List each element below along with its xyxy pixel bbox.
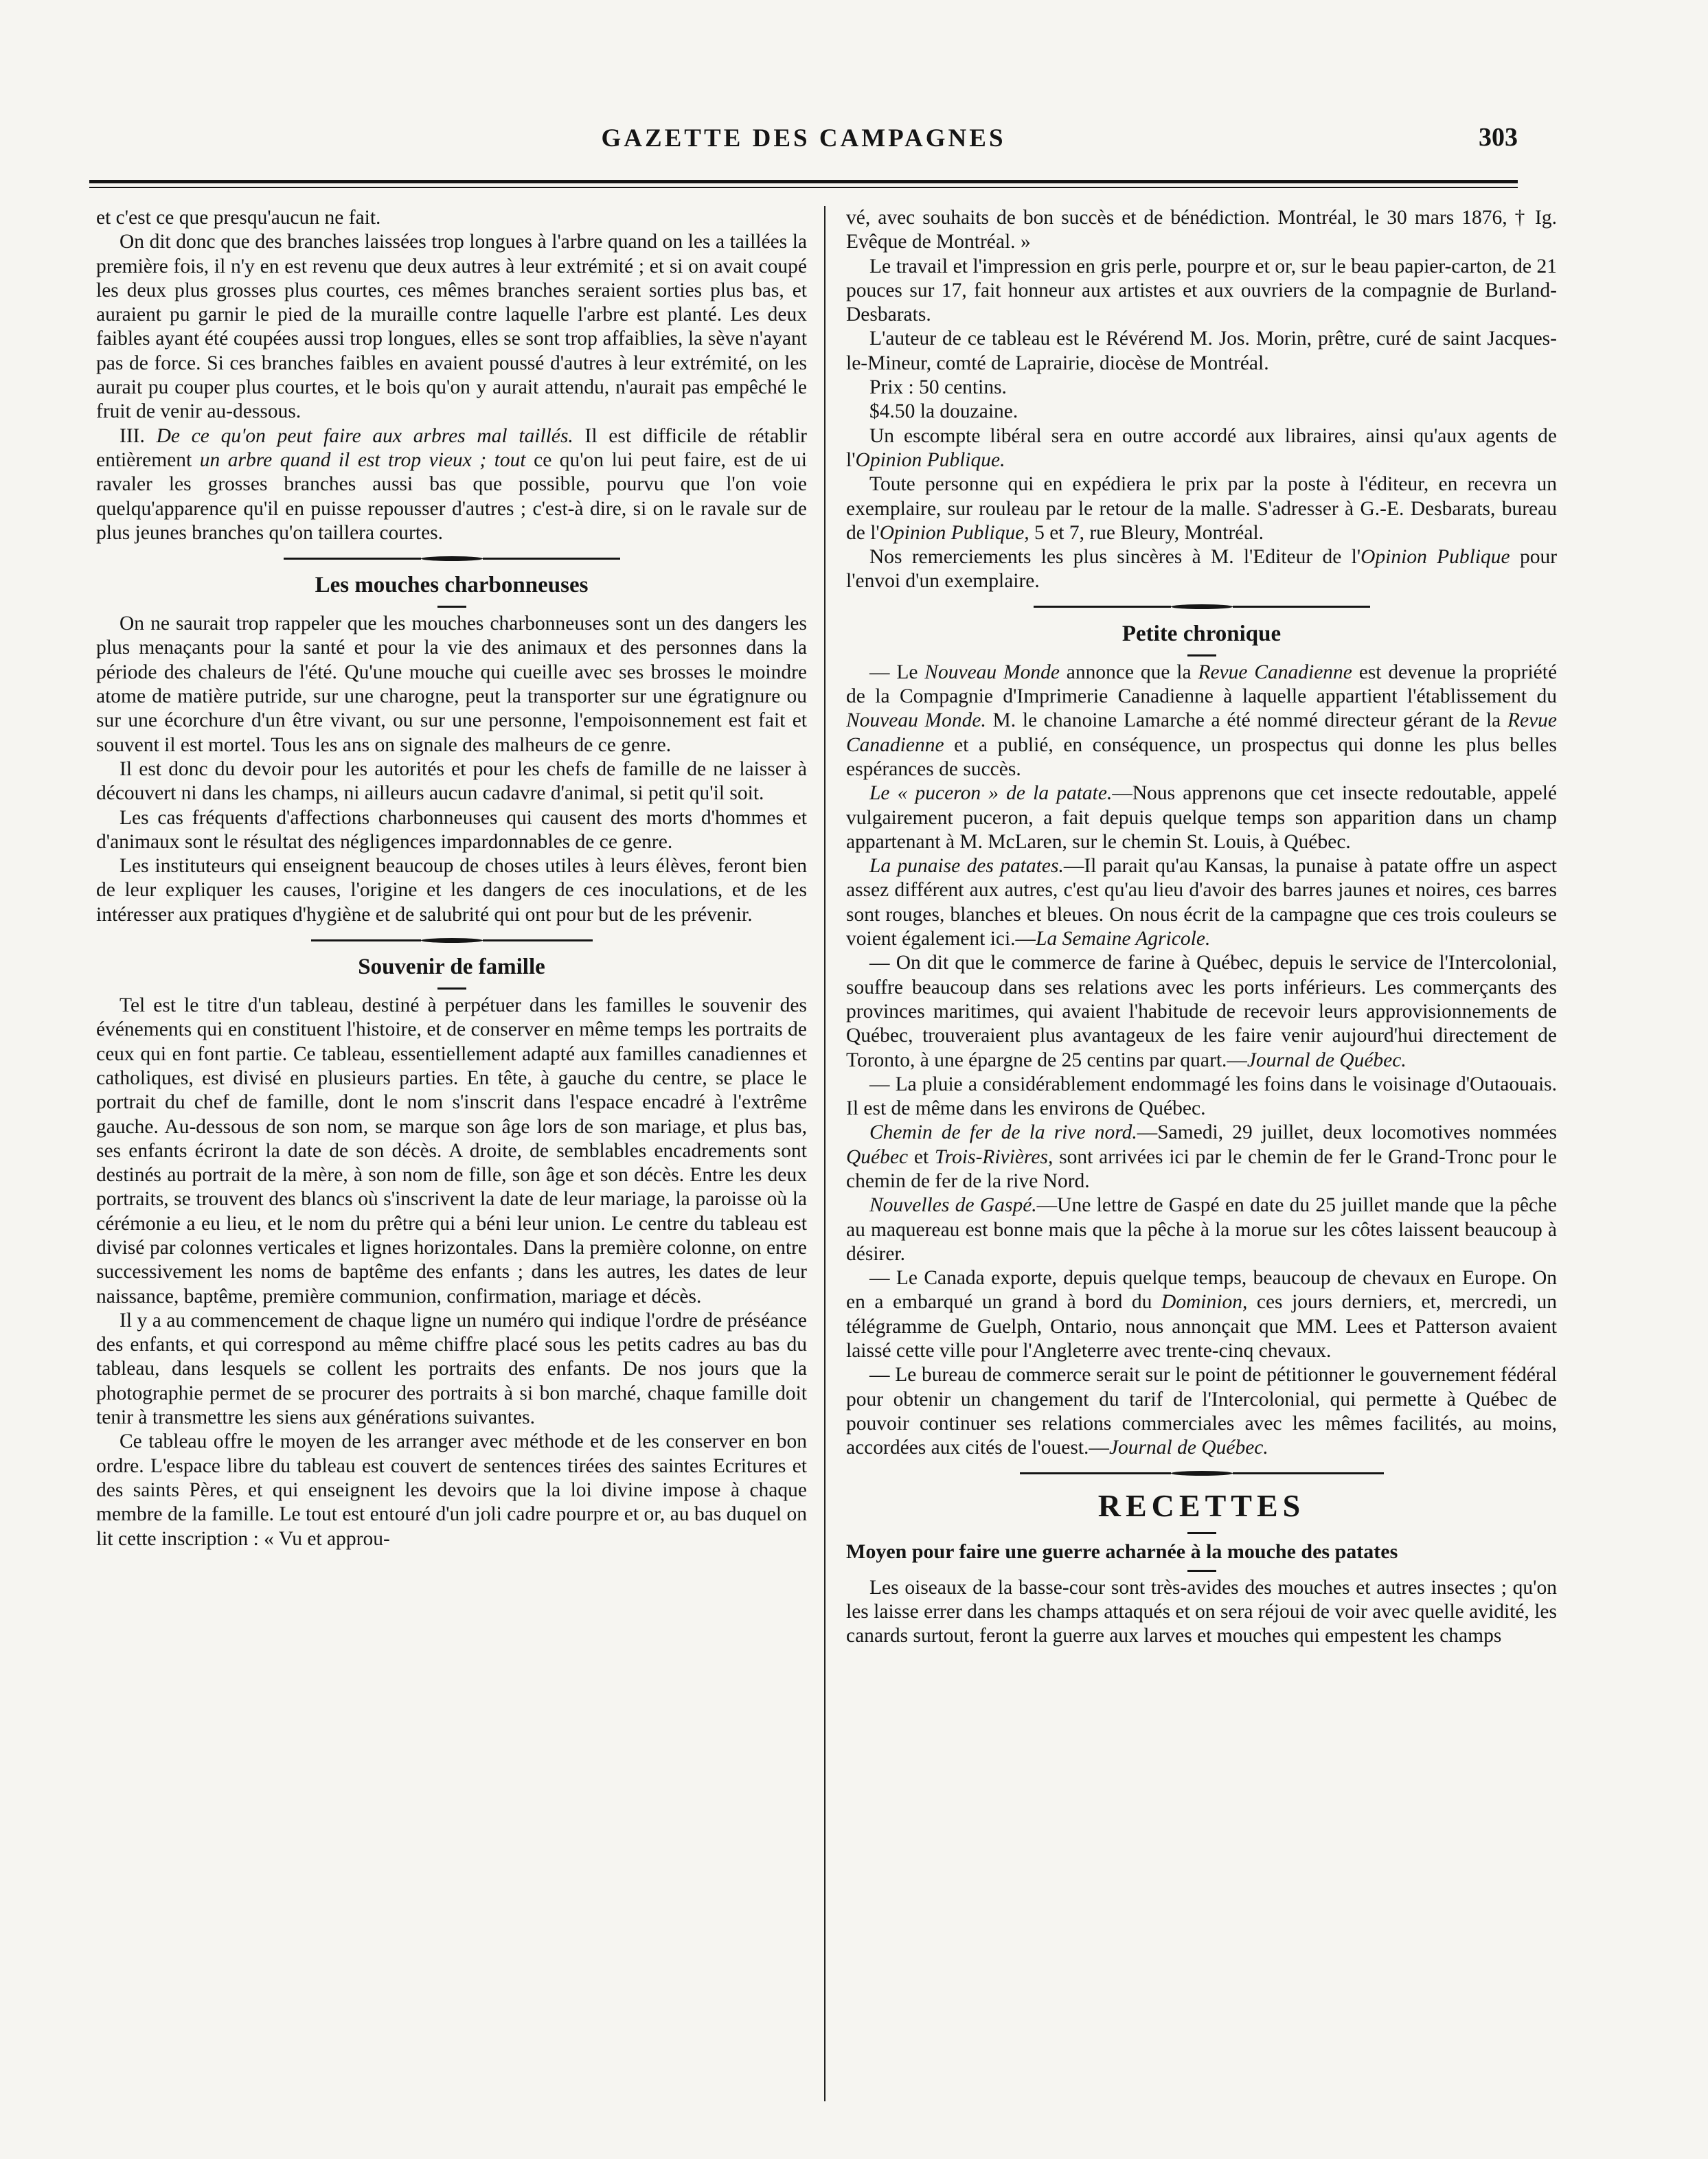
paragraph: Il y a au commencement de chaque ligne un numéro qui indique l'ordre de préséance des enfants, et qui correspond au même chiffre placé sous les petits cadres au bas du tableau, dans lesquels se collent les portraits des enfants. De nos jours que la photographie permet de se procurer des portraits à si bon marché, chaque famille doit tenir à transmettre les siens aux générations suivantes. (96, 1309, 807, 1429)
paragraph (846, 951, 1557, 1072)
section-ornament (96, 548, 807, 569)
paragraph: Il est donc du devoir pour les autorités et pour les chefs de famille de ne laisser à découvert ni dans les champs, ni ailleurs aucun cadavre d'animal, si petit qu'il soit. (96, 757, 807, 805)
text-run: Il est difficile de rétablir entièrement (96, 424, 807, 471)
paragraph (846, 781, 1557, 854)
italic-run: Nouveau Monde. (846, 709, 986, 732)
header-rule-thick (89, 180, 1518, 183)
italic-run: Revue Canadienne (846, 709, 1557, 756)
text-run: pour l'envoi d'un exemplaire. (846, 546, 1557, 593)
heading-dash (1187, 654, 1216, 656)
italic-run: La punaise des patates. (869, 855, 1064, 878)
text-run: —Une lettre de Gaspé en date du 25 juillet mande que la pêche au maquereau est bonne mais que la pêche à la morue sur les côtes laissent beaucoup à désirer. (846, 1194, 1557, 1265)
source-citation: Journal de Québec. (1108, 1437, 1268, 1459)
italic-run: Revue Canadienne (1198, 661, 1352, 683)
italic-run: Dominion, (1161, 1291, 1248, 1314)
text-run: —Nous apprenons que cet insecte redoutable, appelé vulgairement puceron, a fait depuis quelque temps son apparition dans un champ appartenant à M. McLaren, sur le chemin St. Louis, à Québec. (846, 782, 1557, 853)
text-run: — Le bureau de commerce serait sur le point de pétitionner le gouvernement fédéral pour obtenir un changement du tarif de l'Intercolonial, qui permette à Québec de pouvoir continuer ses relations commerciales avec les mêmes facilités, au moins, accordées aux cités de l'ouest.— (846, 1364, 1557, 1459)
page-number: 303 (1479, 123, 1518, 152)
paragraph: Les oiseaux de la basse-cour sont très-avides des mouches et autres insectes ; qu'on les laisse errer dans les champs attaqués et on sera réjoui de voir avec quelle avidité, les canards surtout, feront la guerre aux larves et mouches qui empestent les champs (846, 1576, 1557, 1647)
italic-run: Nouveau Monde (924, 661, 1060, 683)
running-title: GAZETTE DES CAMPAGNES (601, 124, 1006, 152)
paragraph (846, 854, 1557, 951)
text-run: sont arrivées ici par le chemin de fer le Grand-Tronc pour le chemin de fer de la rive Nord. (846, 1145, 1557, 1192)
paragraph: Les instituteurs qui enseignent beaucoup de choses utiles à leurs élèves, feront bien de leur expliquer les causes, l'origine et les dangers de ces inoculations, et de les intéresser aux pratiques d'hygiène et de salubrité qui ont pour but de les prévenir. (96, 855, 807, 926)
paragraph: $4.50 la douzaine. (869, 400, 1018, 423)
section-heading-chronique: Petite chronique (1121, 621, 1282, 646)
text-run: — On dit que le commerce de farine à Québec, depuis le service de l'Intercolonial, souffre beaucoup dans ses relations avec les ports inférieurs. Les commerçants des provinces maritimes, qui avaient l'habitude de recevoir leurs approvisionnements de Québec, trouveraient plus avantageux de les faire venir aujourd'hui directement de Toronto, à une épargne de 25 centins par quart.— (846, 952, 1557, 1071)
text-run: est devenue la propriété de la Compagnie d'Imprimerie Canadienne à laquelle appartient l'établissement du (846, 661, 1557, 708)
paragraph: Ce tableau offre le moyen de les arranger avec méthode et de les conserver en bon ordre. L'espace libre du tableau est couvert de sentences tirées des saintes Ecritures et des saints Pères, et qui enseignent les devoirs que la loi divine impose à chaque membre de la famille. Le tout est entouré d'un joli cadre pourpre et or, au bas duquel on lit cette inscription : « Vu et approu- (96, 1430, 807, 1550)
paragraph (846, 661, 1557, 781)
heading-dash (437, 987, 466, 990)
heading-dash (1187, 1570, 1216, 1572)
italic-run: un arbre quand il est trop vieux ; tout (199, 448, 526, 471)
paragraph (846, 1266, 1557, 1363)
paragraph: Tel est le titre d'un tableau, destiné à perpétuer dans les familles le souvenir des événements qui en constituent l'histoire, et de conserver en même temps les portraits de ceux qui en font partie. Ce tableau, essentiellement adapté aux familles canadiennes et catholiques, est divisé en plusieurs parties. En tête, à gauche du centre, se place le portrait du chef de famille, dont le nom s'inscrit dans l'espace encadré à l'extrême gauche. Au-dessous de son nom, se marque son âge lors de son mariage, et plus bas, ses enfants écriront la date de son décès. A droite, de semblables encadrements sont destinés au portrait de la mère, à son nom de fille, son âge et son décès. Entre les deux portraits, se trouvent des blancs où s'inscrivent la date de leur mariage, la paroisse où la cérémonie a eu lieu, et le nom du prêtre qui a béni leur union. Le centre du tableau est divisé par colonnes verticales et lignes horizontales. Dans la première colonne, on entre successivement les noms de baptême des enfants ; dans les autres, les dates de leur naissance, baptême, première communion, confirmation, mariage et décès. (96, 994, 807, 1307)
paragraph: Les cas fréquents d'affections charbonneuses qui causent des morts d'hommes et d'animaux sont le résultat des négligences impardonnables de ce genre. (96, 806, 807, 853)
italic-run: Le « puceron » de la patate. (869, 782, 1113, 805)
heading-dash (1187, 1532, 1216, 1534)
section-heading-recettes: RECETTES (1097, 1487, 1306, 1523)
paragraph: Prix : 50 centins. (869, 376, 1007, 399)
italic-run: Trois-Rivières, (935, 1145, 1054, 1168)
paragraph (846, 1193, 1557, 1266)
italic-run: Nouvelles de Gaspé. (869, 1194, 1037, 1217)
right-column (846, 206, 1557, 2108)
text-run: annonce que la (1066, 661, 1192, 683)
text-run: et (913, 1145, 929, 1168)
text-run: Toute personne qui en expédiera le prix par la poste à l'éditeur, en recevra un exemplaire, sur rouleau par le retour de la malle. S'adresser à G.-E. Desbarats, bureau de l' (846, 473, 1557, 544)
left-column (96, 206, 807, 2108)
italic-run: Opinion Publique, (879, 521, 1029, 544)
text-run: —Il parait qu'au Kansas, la punaise à patate offre un aspect assez différent aux autres, c'est qu'au lieu d'avoir des barres jaunes et noires, ces barres sont rouges, blanches et bleues. On nous écrit de la campagne que ces trois couleurs se voient également ici.— (846, 855, 1557, 950)
paragraph (846, 424, 1557, 473)
text-run: — Le (869, 661, 918, 683)
recipe-title: Moyen pour faire une guerre acharnée à la mouche des patates (846, 1540, 1398, 1563)
section-ornament (96, 930, 807, 950)
paragraph (96, 424, 807, 545)
italic-run: Opinion Publique. (855, 448, 1005, 471)
text-run: Un escompte libéral sera en outre accordé aux libraires, ainsi qu'aux agents de l' (846, 424, 1557, 471)
italic-heading: De ce qu'on peut faire aux arbres mal taillés. (156, 424, 573, 447)
italic-run: Chemin de fer de la rive nord. (869, 1121, 1137, 1144)
source-citation: Journal de Québec. (1246, 1049, 1407, 1071)
paragraph: et c'est ce que presqu'aucun ne fait. (96, 207, 381, 229)
heading-dash (437, 606, 466, 608)
paragraph: vé, avec souhaits de bon succès et de bénédiction. Montréal, le 30 mars 1876, † Ig. Evêque de Montréal. » (846, 207, 1557, 253)
text-run: —Samedi, 29 juillet, deux locomotives nommées (1137, 1121, 1557, 1144)
text-run: — Le Canada exporte, depuis quelque temps, beaucoup de chevaux en Europe. On en a embarqué un grand à bord du (846, 1267, 1557, 1314)
paragraph: — La pluie a considérablement endommagé les foins dans le voisinage d'Outaouais. Il est de même dans les environs de Québec. (846, 1073, 1557, 1120)
paragraph (846, 1363, 1557, 1460)
italic-run: Québec (846, 1145, 909, 1168)
text-run: ce qu'on lui peut faire, est de ui ravaler les grosses branches aussi bas que possible, pourvu que l'on voie quelqu'apparence qu'il en puisse repousser d'autres ; c'est-à dire, si on le ravale sur de plus jeunes branches qu'on taillera courtes. (96, 448, 807, 544)
section-number: III. (119, 424, 145, 447)
text-run: Nos remerciements les plus sincères à M. l'Editeur de l' (869, 546, 1361, 569)
paragraph: Le travail et l'impression en gris perle, pourpre et or, sur le beau papier-carton, de 21 pouces sur 17, fait honneur aux artistes et aux ouvriers de la compagnie de Burland-Desbarats. (846, 255, 1557, 326)
paragraph: L'auteur de ce tableau est le Révérend M. Jos. Morin, prêtre, curé de saint Jacques-le-Mineur, comté de Laprairie, diocèse de Montréal. (846, 328, 1557, 374)
section-heading-mouches: Les mouches charbonneuses (315, 573, 589, 598)
page-header (89, 118, 1518, 166)
text-run: 5 et 7, rue Bleury, Montréal. (1034, 521, 1264, 544)
paragraph: On dit donc que des branches laissées trop longues à l'arbre quand on les a taillées la première fois, il n'y en est revenu que deux autres à leur extrémité ; et si on avait coupé les deux plus grosses plus courtes, ces mêmes branches seraient sorties plus bas, et auraient pu garnir le pied de la muraille contre laquelle l'arbre est planté. Les deux faibles ayant été coupées aussi trop longues, elles se sont trop affaiblies, la sève n'ayant pas de force. Si ces branches faibles en avaient poussé d'autres à leur extrémité, on les aurait pu couper plus courtes, et le bois qu'on y aurait attendu, n'aurait pas empêché le fruit de venir au-dessous. (96, 231, 807, 423)
section-heading-souvenir: Souvenir de famille (358, 955, 545, 980)
paragraph (846, 545, 1557, 594)
text-run: ces jours derniers, et, mercredi, un télégramme de Guelph, Ontario, nous annonçait que MM. Lees et Patterson avaient laissé cette ville pour l'Angleterre avec trente-cinq chevaux. (846, 1291, 1557, 1362)
source-citation: La Semaine Agricole. (1036, 928, 1211, 950)
section-ornament (846, 597, 1557, 617)
paragraph: On ne saurait trop rappeler que les mouches charbonneuses sont un des dangers les plus menaçants pour la santé et pour la vie des animaux et des personnes dans la période des chaleurs de l'été. Qu'une mouche qui cueille avec ses brosses le moindre atome de matière putride, sur une charogne, peut la transporter sur une égratignure ou sur une écorchure d'un être vivant, ou sur une personne, l'empoisonnement est fait et souvent il est mortel. Tous les ans on signale des malheurs de ce genre. (96, 613, 807, 756)
paragraph (846, 472, 1557, 545)
italic-run: Opinion Publique (1360, 546, 1510, 569)
paragraph (846, 1121, 1557, 1193)
text-run: M. le chanoine Lamarche a été nommé directeur gérant de la (992, 709, 1501, 732)
section-ornament (846, 1463, 1557, 1484)
column-divider (824, 206, 825, 2101)
header-rule-thin (89, 187, 1518, 188)
text-run: et a publié, en conséquence, un prospectus qui donne les plus belles espérances de succès. (846, 733, 1557, 780)
